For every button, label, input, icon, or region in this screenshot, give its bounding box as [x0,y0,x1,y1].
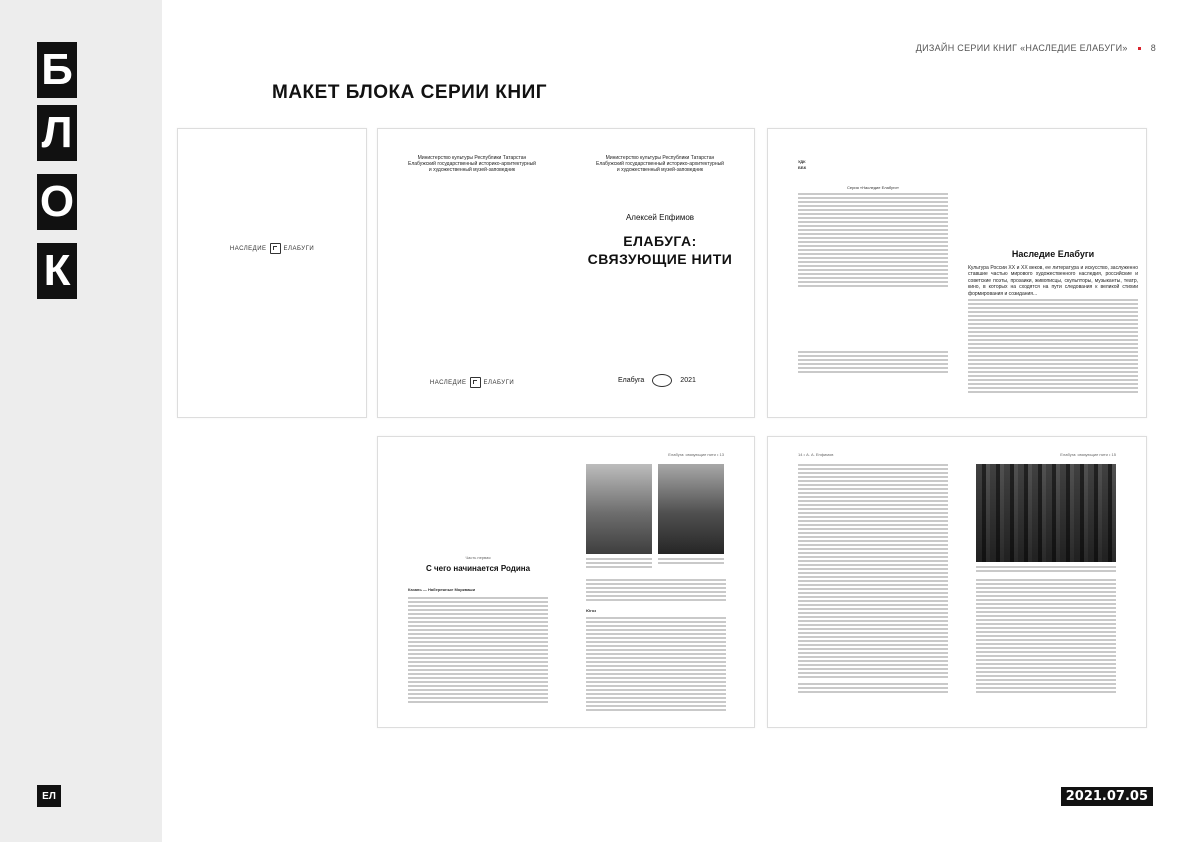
logo-text-right: ЕЛАБУГИ [283,245,315,252]
date-badge: 2021.07.05 [1061,787,1153,806]
copyright-notices [798,351,948,373]
spread-text-photo [767,436,1147,728]
chapter-text [408,597,548,703]
body-text-right-2 [586,617,726,711]
spread-chapter [377,436,755,728]
imprint-year: 2021 [680,377,696,384]
series-mark-icon [270,243,281,254]
series-label: Серия «Наследие Елабуги» [847,185,899,190]
page-title: МАКЕТ БЛОКА СЕРИИ КНИГ [272,82,547,103]
udk-label: УДК [798,159,806,164]
running-head-right: Елабуга: связующие нити • 15 [1060,452,1116,457]
bbk-label: ББК [798,165,807,170]
group-photo [976,464,1116,562]
copyright-text [798,193,948,287]
sidebar-letter-4: К [37,243,77,299]
header [916,43,1156,53]
intro-text-lines [968,299,1138,393]
intro-heading: Наследие Елабуги [1011,249,1095,259]
running-head-left: 14 • А. А. Епфимов [798,452,834,457]
part-label: Часть первая [465,555,491,560]
series-mark-icon [470,377,481,388]
caption-man [658,558,724,564]
intro-text: Культура России XX и XX веков, ее литература и искусство, заслуженно ставшие частью мирового художественного наследия, российские и советские поэты, прозаики, живописцы, скульпторы, музыканты, театр, кино, в которых на сходятся на пути следования к великой стихии формирования и созидания... [968,265,1138,297]
sidebar [0,0,162,842]
logo-text-left: НАСЛЕДИЕ [229,245,267,252]
series-logo-left [388,377,556,388]
logo-text-right: ЕЛАБУГИ [483,379,515,386]
sidebar-letter-3: О [37,174,77,230]
spread-copyright [767,128,1147,418]
body-text-left [798,464,948,678]
body-text-right [976,579,1116,693]
series-logo [178,243,366,254]
publisher-left: Министерство культуры Республики Татарстан Елабужский государственный историко-архитектурный и художественный музей-заповедник [408,155,536,174]
sidebar-letter-2: Л [37,105,77,161]
header-title: ДИЗАЙН СЕРИИ КНИГ «НАСЛЕДИЕ ЕЛАБУГИ» [915,43,1128,53]
spread-title [377,128,755,418]
group-photo-caption [976,566,1116,572]
book-title-line-2: СВЯЗУЮЩИЕ НИТИ [587,251,733,267]
page-half-title [177,128,367,418]
chapter-title: С чего начинается Родина [425,564,531,573]
page-number: 8 [1150,43,1156,53]
book-title-line-1: ЕЛАБУГА: [623,233,697,249]
portrait-man [658,464,724,554]
caption-woman [586,558,652,568]
subhead: Казань — Набережные Моркваши [408,587,476,592]
body-text-right [586,579,726,601]
imprint-city: Елабуга [618,377,645,384]
section-heading: Югоз [586,608,597,613]
museum-emblem-icon [652,374,672,387]
el-logo-icon: ЕЛ [37,785,61,807]
publisher-right: Министерство культуры Республики Татарстан Елабужский государственный историко-архитектурный и художественный музей-заповедник [596,155,724,174]
portrait-woman [586,464,652,554]
sidebar-letter-1: Б [37,42,77,98]
footnote [798,683,948,693]
author-name: Алексей Епфимов [625,213,695,222]
running-head: Елабуга: связующие нити • 13 [668,452,724,457]
logo-text-left: НАСЛЕДИЕ [429,379,467,386]
red-dot-icon [1138,47,1141,50]
imprint [618,374,696,387]
